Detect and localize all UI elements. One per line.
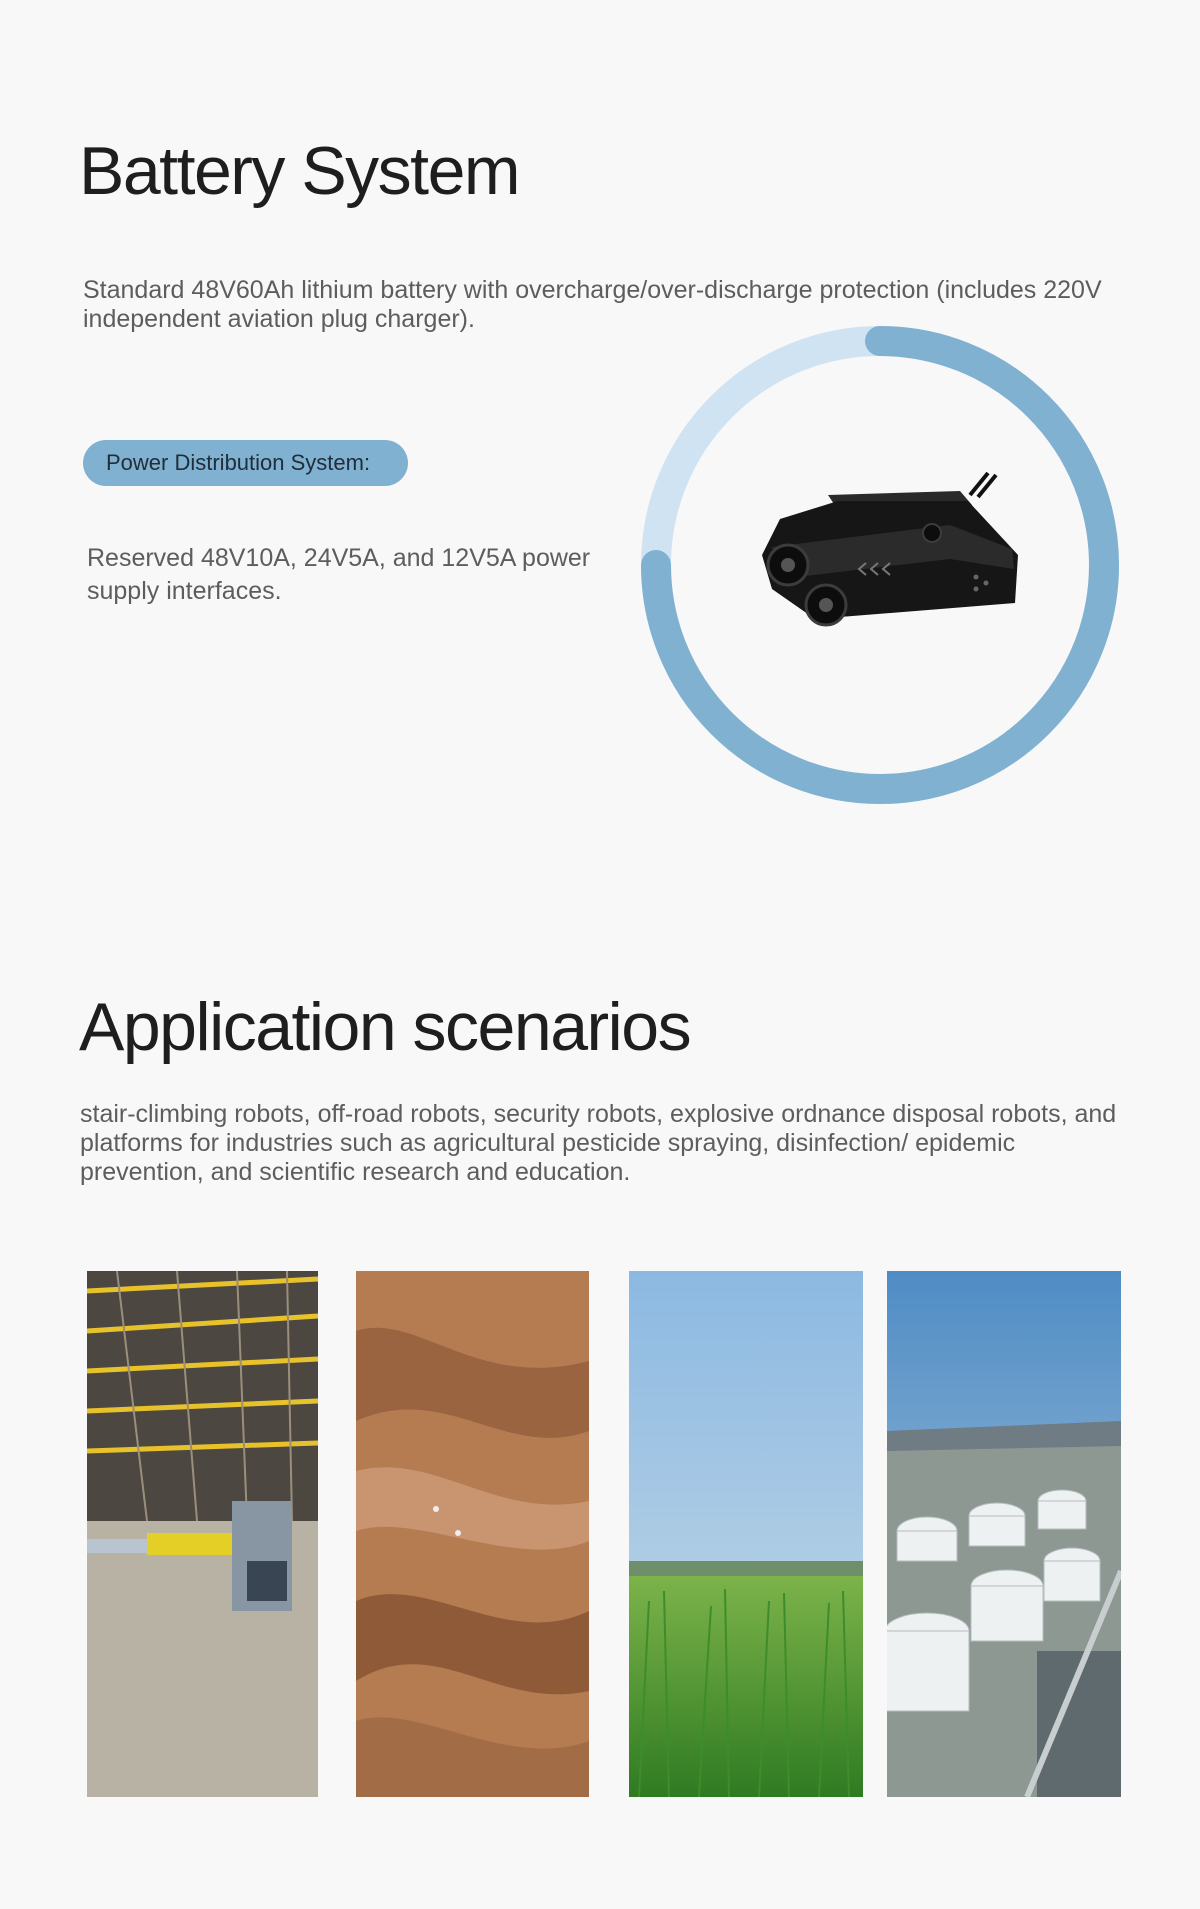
power-distribution-description: Reserved 48V10A, 24V5A, and 12V5A power supply interfaces. [87,544,591,605]
applications-description: stair-climbing robots, off-road robots, security robots, explosive ordnance disposal robots, and platforms for industries such as agricultural pesticide spraying, disinfection/ epidemic prevention, and scientific research and education. [80,1100,1117,1186]
factory-floor-image [87,1271,318,1797]
battery-section-title: Battery System [79,133,520,209]
tracked-robot-chassis-icon [762,473,1018,625]
desert-terrain-image [356,1271,589,1797]
oil-tank-farm-image [887,1271,1121,1797]
battery-description: Standard 48V60Ah lithium battery with overcharge/over-discharge protection (includes 220V independent aviation plug charger). [83,276,1102,333]
applications-section-title: Application scenarios [79,989,691,1065]
battery-ring-graphic [640,325,1120,805]
power-distribution-badge: Power Distribution System: [83,440,408,486]
rice-field-image [629,1271,863,1797]
